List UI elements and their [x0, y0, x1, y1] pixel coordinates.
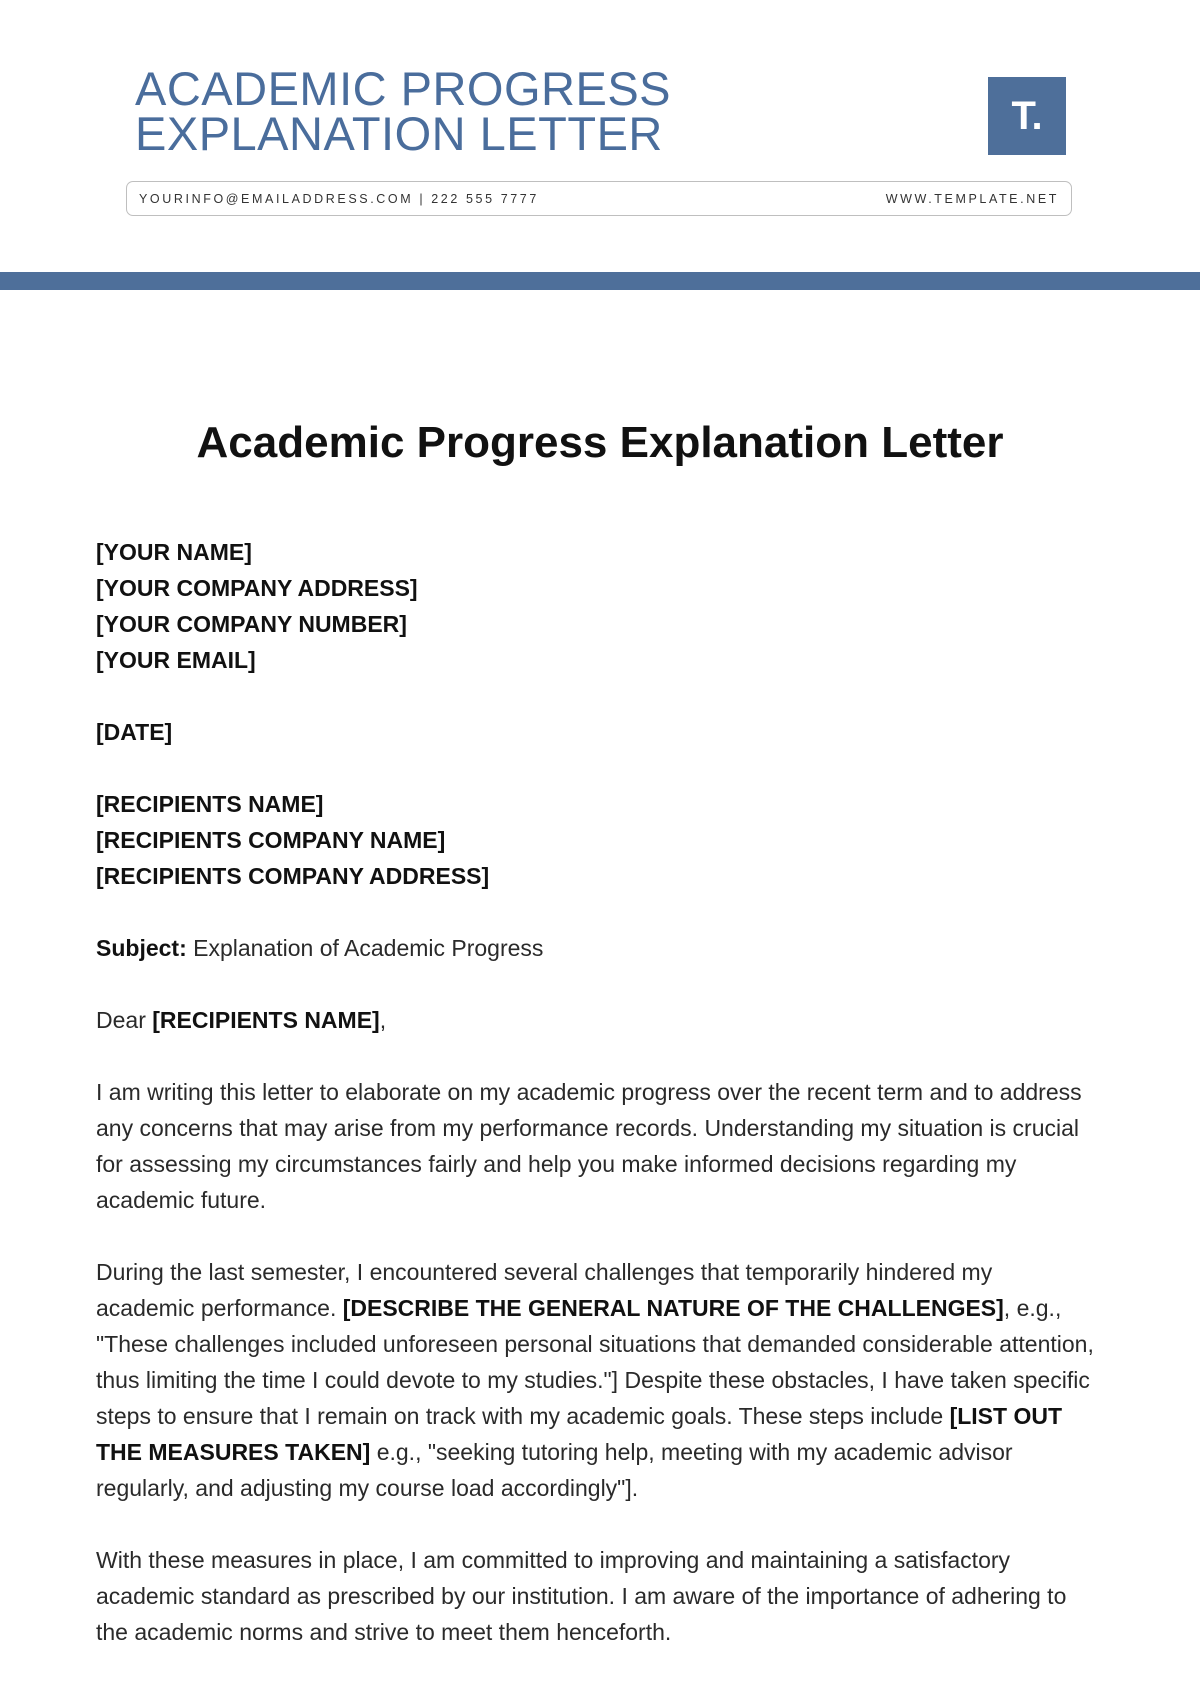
template-logo	[988, 77, 1066, 155]
paragraph-2	[96, 1254, 1096, 1506]
recipient-block	[96, 786, 1096, 894]
sender-email: [YOUR EMAIL]	[96, 647, 256, 673]
header-title-line2: EXPLANATION LETTER	[135, 107, 663, 160]
para2-placeholder-measures: [LIST OUT THE MEASURES TAKEN]	[96, 1403, 1062, 1465]
sender-address: [YOUR COMPANY ADDRESS]	[96, 575, 418, 601]
para2-part-c: , e.g., "These challenges included unforeseen personal situations that demanded considerable attention, thus limiting the time I could devote to my studies."] Despite these obstacles, I have taken specific steps to ensure that I remain on track with my academic goals. These steps include	[96, 1295, 1094, 1429]
letter-date: [DATE]	[96, 719, 173, 745]
paragraph-1: I am writing this letter to elaborate on my academic progress over the recent term and to address any concerns that may arise from my performance records. Understanding my situation is crucial for assessing my circumstances fairly and help you make informed decisions regarding my academic future.	[96, 1079, 1082, 1213]
salutation	[96, 1002, 1096, 1038]
date-block	[96, 714, 1096, 750]
paragraph-3: With these measures in place, I am committed to improving and maintaining a satisfactory academic standard as prescribed by our institution. I am aware of the importance of adhering to the academic norms and strive to meet them henceforth.	[96, 1547, 1067, 1645]
header-divider-band	[0, 272, 1200, 290]
salutation-name: [RECIPIENTS NAME]	[152, 1007, 380, 1033]
letter-body	[96, 534, 1096, 1686]
subject-text: Explanation of Academic Progress	[193, 935, 544, 961]
para2-placeholder-challenges: [DESCRIBE THE GENERAL NATURE OF THE CHALLENGES]	[342, 1295, 1004, 1321]
salutation-pre: Dear	[96, 1007, 153, 1033]
sender-number: [YOUR COMPANY NUMBER]	[96, 611, 407, 637]
sender-name: [YOUR NAME]	[96, 539, 252, 565]
salutation-post: ,	[379, 1007, 387, 1033]
subject-label: Subject:	[96, 935, 187, 961]
recipient-company: [RECIPIENTS COMPANY NAME]	[96, 827, 446, 853]
contact-email-phone: YOURINFO@EMAILADDRESS.COM | 222 555 7777	[139, 191, 539, 206]
logo-text: T.	[1011, 93, 1043, 138]
recipient-address: [RECIPIENTS COMPANY ADDRESS]	[96, 863, 490, 889]
contact-website: WWW.TEMPLATE.NET	[885, 191, 1059, 206]
contact-bar	[126, 181, 1072, 216]
subject-line	[96, 930, 1096, 966]
sender-block	[96, 534, 1096, 678]
letter-title: Academic Progress Explanation Letter	[196, 418, 1004, 467]
header-title-line1: ACADEMIC PROGRESS	[135, 62, 672, 115]
recipient-name: [RECIPIENTS NAME]	[96, 791, 324, 817]
para2-part-a: During the last semester, I encountered several challenges that temporarily hindered my academic performance.	[96, 1259, 993, 1321]
header-title	[135, 62, 672, 160]
para2-part-e: e.g., "seeking tutoring help, meeting with my academic advisor regularly, and adjusting my course load accordingly"].	[96, 1439, 1013, 1501]
